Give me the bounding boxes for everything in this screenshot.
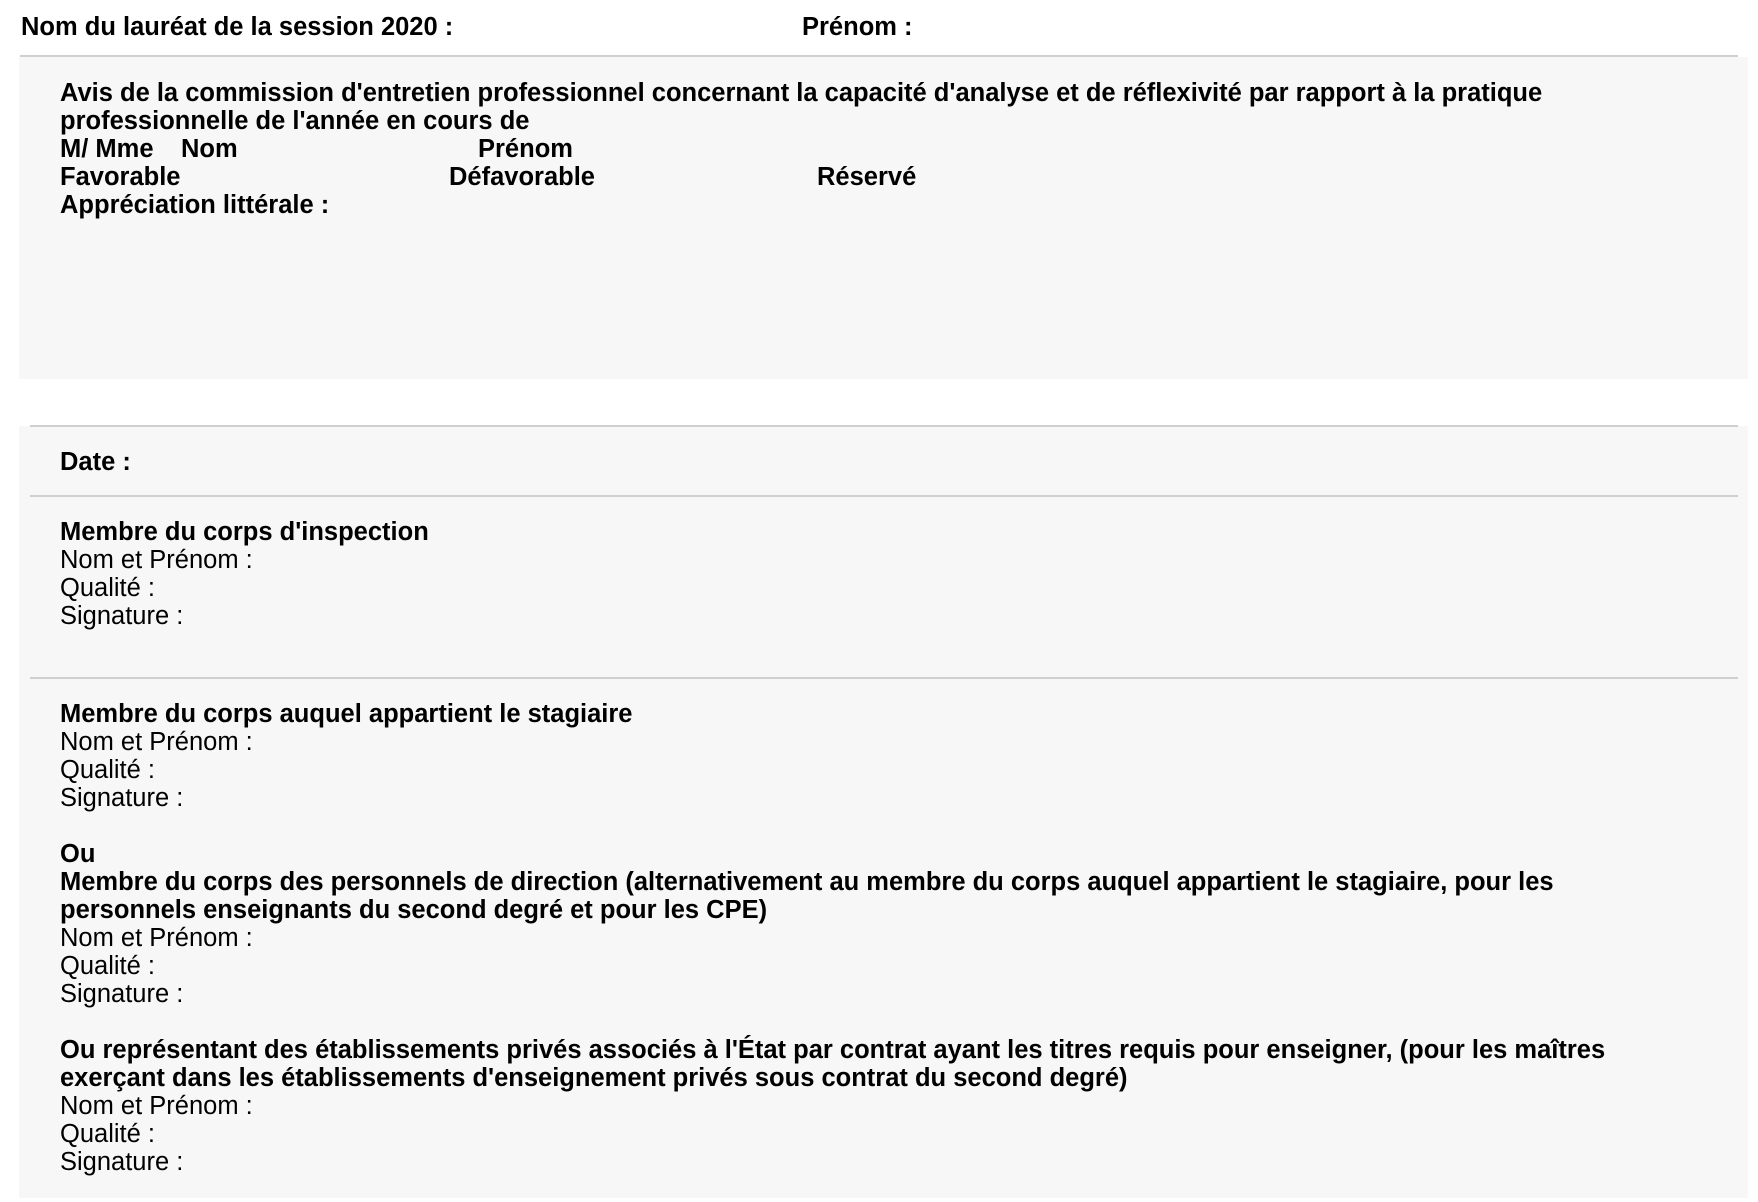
prive-name-field: Nom et Prénom : xyxy=(60,1092,253,1120)
avis-section xyxy=(60,79,1688,219)
appreciation-label: Appréciation littérale : xyxy=(60,191,330,219)
prive-section xyxy=(60,1036,1688,1176)
inspection-signature-field: Signature : xyxy=(60,602,184,630)
inspection-title: Membre du corps d'inspection xyxy=(60,518,429,546)
laureat-firstname-label: Prénom : xyxy=(802,13,913,41)
civilite-label: M/ Mme xyxy=(60,135,154,163)
avis-title: Avis de la commission d'entretien professionnel concernant la capacité d'analyse et de réflexivité par rapport à la pratique professionnelle de l'année en cours de xyxy=(60,79,1543,135)
date-label: Date : xyxy=(60,448,131,476)
inspection-bottom-divider xyxy=(30,677,1738,679)
corps-stagiaire-signature-field: Signature : xyxy=(60,784,184,812)
option-favorable[interactable]: Favorable xyxy=(60,163,181,191)
corps-stagiaire-name-field: Nom et Prénom : xyxy=(60,728,253,756)
direction-title: Membre du corps des personnels de direction (alternativement au membre du corps auquel appartient le stagiaire, pour les personnels enseignants du second degré et pour les CPE) xyxy=(60,868,1554,924)
inspection-section xyxy=(60,518,1688,630)
prive-signature-field: Signature : xyxy=(60,1148,184,1176)
direction-section xyxy=(60,840,1688,1008)
prive-qualite-field: Qualité : xyxy=(60,1120,155,1148)
direction-signature-field: Signature : xyxy=(60,980,184,1008)
direction-name-field: Nom et Prénom : xyxy=(60,924,253,952)
direction-or-label: Ou xyxy=(60,840,96,868)
laureat-name-label: Nom du lauréat de la session 2020 : xyxy=(21,13,454,41)
candidate-name-label: Nom xyxy=(181,135,238,163)
avis-options-row xyxy=(60,163,1688,191)
date-bottom-divider xyxy=(30,495,1738,497)
date-top-divider xyxy=(30,425,1738,427)
corps-stagiaire-title: Membre du corps auquel appartient le stagiaire xyxy=(60,700,633,728)
candidate-identity-row xyxy=(60,135,1688,163)
option-reserve[interactable]: Réservé xyxy=(817,163,917,191)
candidate-firstname-label: Prénom xyxy=(478,135,573,163)
inspection-qualite-field: Qualité : xyxy=(60,574,155,602)
inspection-name-field: Nom et Prénom : xyxy=(60,546,253,574)
corps-stagiaire-section xyxy=(60,700,1688,812)
prive-title: Ou représentant des établissements privés associés à l'État par contrat ayant les titres requis pour enseigner, (pour les maîtres exerçant dans les établissements d'enseignement privés sous contrat du second degré) xyxy=(60,1036,1606,1092)
direction-qualite-field: Qualité : xyxy=(60,952,155,980)
date-section xyxy=(60,448,1688,476)
option-defavorable[interactable]: Défavorable xyxy=(449,163,595,191)
corps-stagiaire-qualite-field: Qualité : xyxy=(60,756,155,784)
